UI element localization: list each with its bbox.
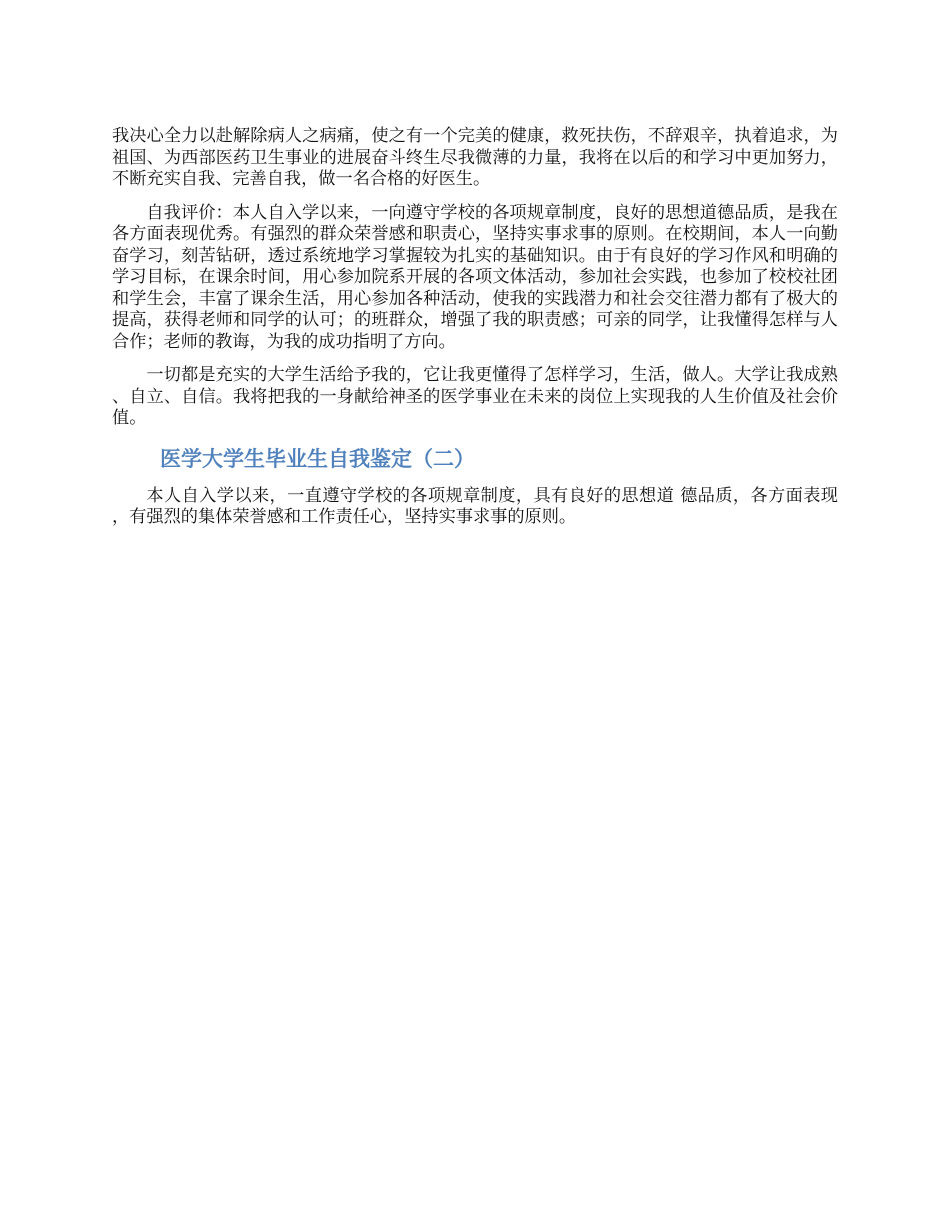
section-heading: 医学大学生毕业生自我鉴定（二）	[160, 446, 475, 471]
paragraph-self-evaluation: 自我评价：本人自入学以来，一向遵守学校的各项规章制度，良好的思想道德品质，是我在各方面表现优秀。有强烈的群众荣誉感和职责心，坚持实事求事的原则。在校期间，本人一向勤奋学习，刻苦钻研，透过系统地学习掌握较为扎实的基础知识。由于有良好的学习作风和明确的学习目标，在课余时间，用心参加院系开展的各项文体活动，参加社会实践，也参加了校校社团和学生会，丰富了课余生活，用心参加各种活动，使我的实践潜力和社会交往潜力都有了极大的提高，获得老师和同学的认可；的班群众，增强了我的职责感；可亲的同学，让我懂得怎样与人合作；老师的教诲，为我的成功指明了方向。	[112, 202, 838, 352]
paragraph-3: 一切都是充实的大学生活给予我的，它让我更懂得了怎样学习，生活，做人。大学让我成熟、自立、自信。我将把我的一身献给神圣的医学事业在未来的岗位上实现我的人生价值及社会价值。	[112, 365, 838, 428]
paragraph-after-heading: 本人自入学以来，一直遵守学校的各项规章制度，具有良好的思想道 德品质，各方面表现，有强烈的集体荣誉感和工作责任心，坚持实事求事的原则。	[112, 485, 838, 527]
paragraph-1: 我决心全力以赴解除病人之病痛，使之有一个完美的健康，救死扶伤，不辞艰辛，执着追求，为祖国、为西部医药卫生事业的进展奋斗终生尽我微薄的力量，我将在以后的和学习中更加努力，不断充实自我、完善自我，做一名合格的好医生。	[112, 126, 838, 189]
document-page	[112, 126, 838, 541]
